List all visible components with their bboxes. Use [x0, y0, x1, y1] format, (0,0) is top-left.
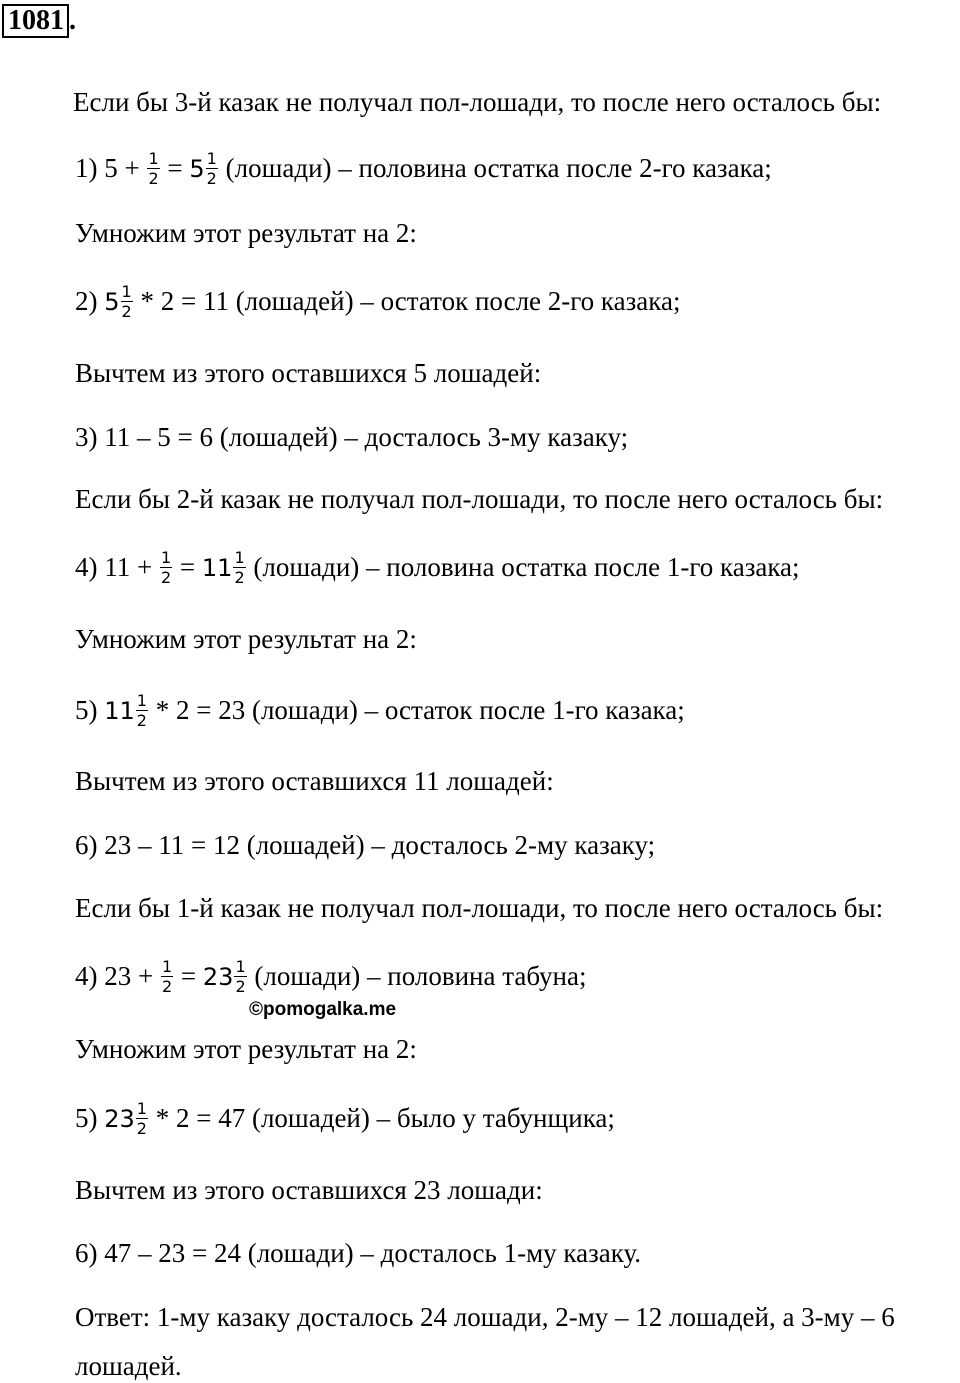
fraction-half: $\frac{1}{2}$ [136, 1099, 147, 1139]
step-3: 3) 11 – 5 = 6 (лошадей) – досталось 3-му казаку; [75, 422, 629, 452]
answer-line-1: Ответ: 1-му казаку досталось 24 лошади, 2-му – 12 лошадей, а 3-му – 6 [75, 1302, 895, 1332]
fraction-half: $\frac{1}{2}$ [234, 548, 245, 588]
task-number [2, 4, 76, 38]
step-9: 6) 47 – 23 = 24 (лошади) – досталось 1-му казаку. [75, 1238, 642, 1268]
answer-line-2: лошадей. [75, 1351, 182, 1381]
condition-line-1st: Если бы 1-й казак не получал пол-лошади, то после него осталось бы: [75, 893, 884, 923]
step-2: 2) 5 $\frac{1}{2}$ * 2 = 11 (лошадей) – остаток после 2-го казака; [75, 282, 681, 322]
multiply-line-2: Умножим этот результат на 2: [75, 624, 417, 654]
fraction-half: $\frac{1}{2}$ [136, 691, 147, 731]
subtract-line-3: Вычтем из этого оставшихся 23 лошади: [75, 1175, 543, 1205]
step-4: 4) 11 + $\frac{1}{2}$ = 11 $\frac{1}{2}$ (лошади) – половина остатка после 1-го казака; [75, 548, 800, 588]
fraction-half: $\frac{1}{2}$ [235, 957, 246, 997]
multiply-line-1: Умножим этот результат на 2: [75, 218, 417, 248]
fraction-half: $\frac{1}{2}$ [161, 957, 173, 997]
watermark: ©pomogalka.me [249, 999, 397, 1020]
fraction-half: $\frac{1}{2}$ [206, 149, 217, 189]
step-8: 5) 23 $\frac{1}{2}$ * 2 = 47 (лошадей) – было у табунщика; [75, 1099, 615, 1139]
condition-line-2nd: Если бы 2-й казак не получал пол-лошади, то после него осталось бы: [75, 484, 884, 514]
task-number-box: 1081 [2, 4, 69, 38]
step-5: 5) 11 $\frac{1}{2}$ * 2 = 23 (лошади) – остаток после 1-го казака; [75, 691, 685, 731]
condition-line-3rd: Если бы 3-й казак не получал пол-лошади, то после него осталось бы: [73, 87, 882, 117]
subtract-line-2: Вычтем из этого оставшихся 11 лошадей: [75, 766, 554, 796]
step-7: 4) 23 + $\frac{1}{2}$ = 23 $\frac{1}{2}$ (лошади) – половина табуна; [75, 957, 587, 997]
step-6: 6) 23 – 11 = 12 (лошадей) – досталось 2-му казаку; [75, 830, 656, 860]
subtract-line-1: Вычтем из этого оставшихся 5 лошадей: [75, 358, 542, 388]
fraction-half: $\frac{1}{2}$ [121, 282, 132, 322]
fraction-half: $\frac{1}{2}$ [148, 149, 159, 189]
task-number-dot: . [69, 5, 76, 36]
fraction-half: $\frac{1}{2}$ [160, 548, 172, 588]
step-1: 1) 5 + $\frac{1}{2}$ = 5 $\frac{1}{2}$ (лошади) – половина остатка после 2-го казака; [75, 149, 772, 189]
multiply-line-3: Умножим этот результат на 2: [75, 1034, 417, 1064]
